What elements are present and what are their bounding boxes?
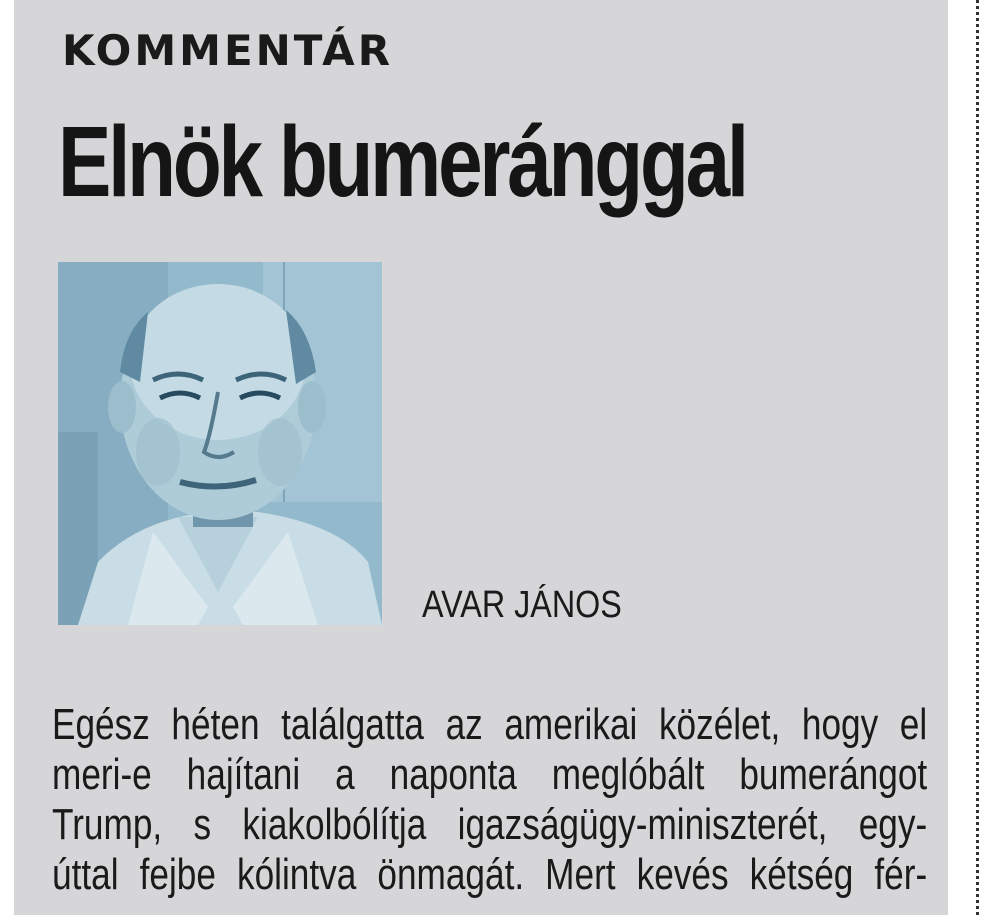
author-portrait — [58, 262, 382, 625]
column-divider — [976, 0, 979, 915]
body-line: meri-e hajítani a naponta meglóbált bumerángot — [52, 750, 928, 799]
body-line: Egész héten találgatta az amerikai közélet, hogy el — [52, 700, 928, 749]
body-line: Trump, s kiakolbólítja igazságügy-miniszterét, egy- — [52, 800, 928, 849]
commentary-panel — [14, 0, 948, 915]
author-byline: AVAR JÁNOS — [422, 584, 622, 626]
article-body — [52, 700, 927, 900]
section-label: KOMMENTÁR — [62, 26, 394, 75]
body-line: úttal fejbe kólintva önmagát. Mert kevés kétség fér- — [52, 850, 928, 899]
author-portrait-image — [58, 262, 382, 625]
headline: Elnök bumeránggal — [58, 106, 746, 218]
